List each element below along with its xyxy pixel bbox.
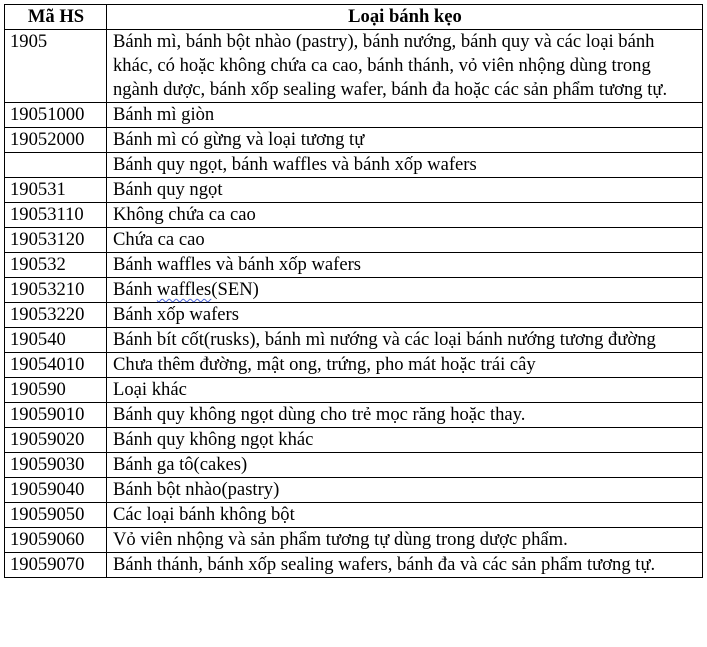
table-row [5,253,703,278]
table-row [5,30,703,103]
product-name-cell: Bánh quy không ngọt dùng cho trẻ mọc răng hoặc thay. [107,403,703,428]
table-row [5,478,703,503]
spellcheck-marked-word: waffles [156,279,212,300]
product-name-cell: Bánh mì giòn [107,103,703,128]
hs-code-table-container [4,4,703,578]
product-name-cell: Chưa thêm đường, mật ong, trứng, pho mát hoặc trái cây [107,353,703,378]
hs-code-cell: 1905 [5,30,107,103]
hs-code-cell: 19059040 [5,478,107,503]
hs-code-cell: 19059010 [5,403,107,428]
table-row [5,328,703,353]
product-name-cell: Vỏ viên nhộng và sản phẩm tương tự dùng trong dược phẩm. [107,528,703,553]
table-row [5,203,703,228]
table-row [5,528,703,553]
product-name-suffix: (SEN) [211,279,259,300]
hs-code-cell: 19053120 [5,228,107,253]
table-row [5,403,703,428]
hs-code-cell: 19059060 [5,528,107,553]
table-row [5,503,703,528]
hs-code-cell: 19053220 [5,303,107,328]
table-row [5,303,703,328]
table-header-row [5,5,703,30]
product-name-cell: Loại khác [107,378,703,403]
product-name-cell: Chứa ca cao [107,228,703,253]
table-row [5,228,703,253]
hs-code-cell: 19051000 [5,103,107,128]
table-row [5,353,703,378]
product-name-cell: Bánh quy ngọt [107,178,703,203]
product-name-cell: Bánh bít cốt(rusks), bánh mì nướng và các loại bánh nướng tương đường [107,328,703,353]
table-row [5,178,703,203]
product-name-cell: Bánh thánh, bánh xốp sealing wafers, bánh đa và các sản phẩm tương tự. [107,553,703,578]
table-row [5,128,703,153]
table-row [5,153,703,178]
product-name-cell: Bánh bột nhào(pastry) [107,478,703,503]
product-name-cell: Bánh mì có gừng và loại tương tự [107,128,703,153]
hs-code-table [4,4,703,578]
product-name-prefix: Bánh [113,279,157,300]
hs-code-cell: 190590 [5,378,107,403]
hs-code-cell: 19059070 [5,553,107,578]
header-confectionery-type: Loại bánh kẹo [107,5,703,30]
product-name-cell: Bánh ga tô(cakes) [107,453,703,478]
hs-code-cell: 190540 [5,328,107,353]
hs-code-cell-empty [5,153,107,178]
hs-code-cell: 190532 [5,253,107,278]
product-name-cell: Các loại bánh không bột [107,503,703,528]
header-hs-code: Mã HS [5,5,107,30]
hs-code-cell: 19052000 [5,128,107,153]
product-name-cell [107,278,703,303]
table-row [5,553,703,578]
product-name-cell: Không chứa ca cao [107,203,703,228]
product-name-cell: Bánh quy ngọt, bánh waffles và bánh xốp wafers [107,153,703,178]
table-row [5,278,703,303]
hs-code-cell: 19053210 [5,278,107,303]
product-name-cell: Bánh quy không ngọt khác [107,428,703,453]
table-row [5,378,703,403]
product-name-cell: Bánh xốp wafers [107,303,703,328]
hs-code-cell: 19059030 [5,453,107,478]
hs-code-cell: 190531 [5,178,107,203]
product-name-cell: Bánh waffles và bánh xốp wafers [107,253,703,278]
hs-code-cell: 19059020 [5,428,107,453]
table-row [5,428,703,453]
hs-code-cell: 19053110 [5,203,107,228]
table-row [5,453,703,478]
table-row [5,103,703,128]
hs-code-cell: 19054010 [5,353,107,378]
product-name-cell: Bánh mì, bánh bột nhào (pastry), bánh nướng, bánh quy và các loại bánh khác, có hoặc không chứa ca cao, bánh thánh, vỏ viên nhộng dùng trong ngành dược, bánh xốp sealing wafer, bánh đa hoặc các sản phẩm tương tự. [107,30,703,103]
hs-code-cell: 19059050 [5,503,107,528]
